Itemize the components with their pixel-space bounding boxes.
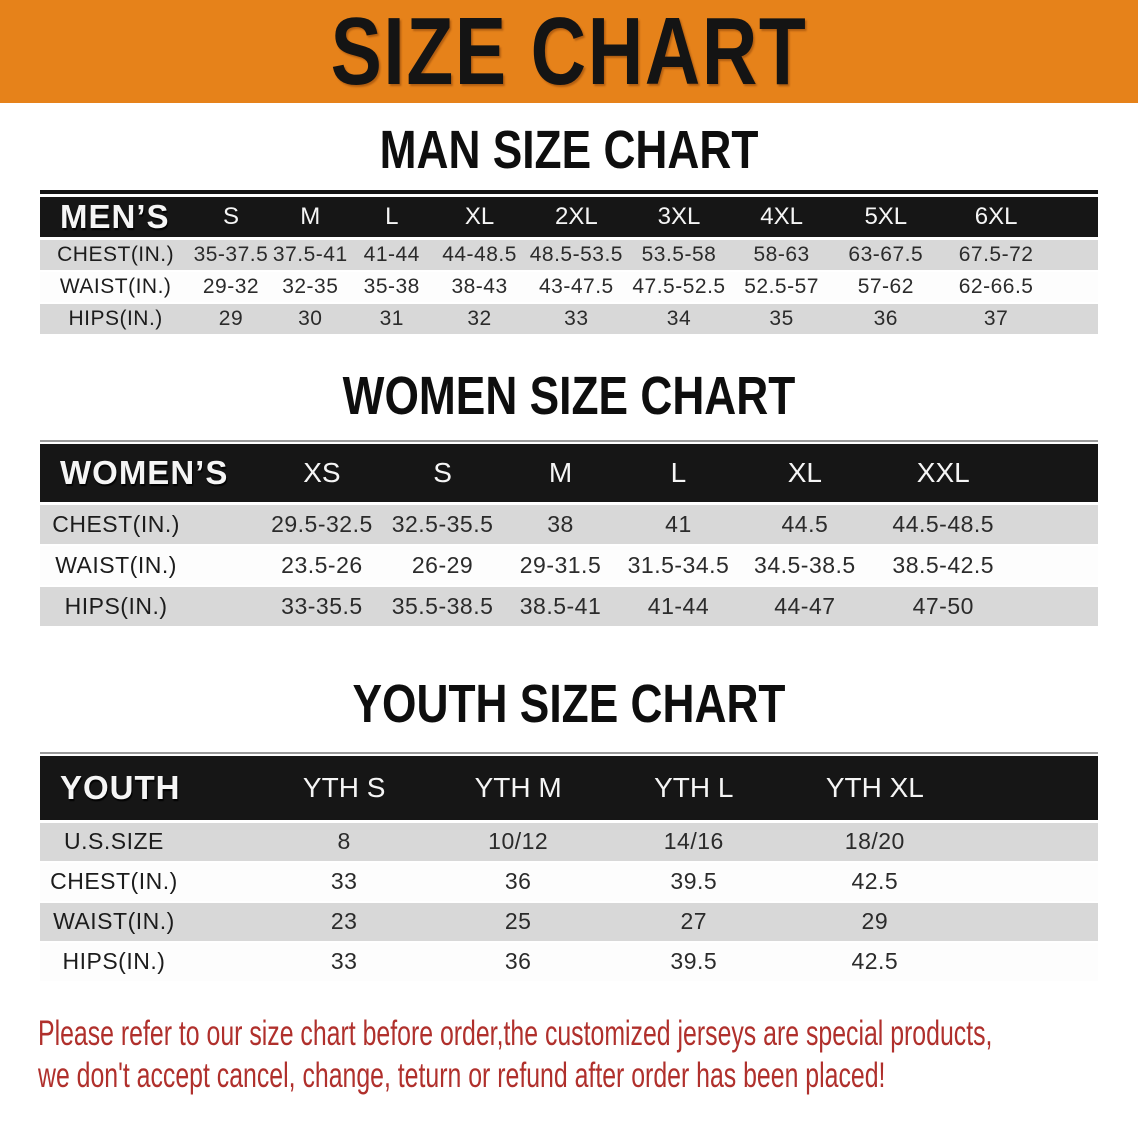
value-cell: 29 [191, 303, 270, 335]
size-header-cell: XL [434, 197, 526, 239]
size-header-cell: YTH XL [783, 756, 1098, 822]
row-label-cell: CHEST(IN.) [40, 504, 261, 545]
youth-size-table-wrap [40, 752, 1098, 983]
value-cell: 23.5-26 [261, 545, 383, 586]
measurement-row [40, 271, 1098, 303]
value-cell: 52.5-57 [731, 271, 833, 303]
measurement-row [40, 586, 1098, 627]
table-title-cell: WOMEN’S [40, 444, 261, 504]
table-title-cell: YOUTH [40, 756, 257, 822]
value-cell: 32-35 [271, 271, 350, 303]
row-label-cell: HIPS(IN.) [40, 586, 261, 627]
value-cell: 62-66.5 [939, 271, 1098, 303]
value-cell: 29-32 [191, 271, 270, 303]
value-cell: 36 [431, 942, 605, 982]
value-cell: 36 [431, 862, 605, 902]
value-cell: 35-37.5 [191, 239, 270, 271]
value-cell: 25 [431, 902, 605, 942]
value-cell: 41-44 [350, 239, 434, 271]
row-label-cell: U.S.SIZE [40, 822, 257, 862]
value-cell: 44.5 [738, 504, 871, 545]
banner [0, 0, 1138, 103]
size-header-cell: 4XL [731, 197, 833, 239]
value-cell: 14/16 [605, 822, 783, 862]
value-cell: 53.5-58 [627, 239, 731, 271]
value-cell: 47-50 [872, 586, 1098, 627]
value-cell: 27 [605, 902, 783, 942]
size-header-cell: XXL [872, 444, 1098, 504]
value-cell: 58-63 [731, 239, 833, 271]
men-table-top-rule [40, 190, 1098, 194]
value-cell: 44-48.5 [434, 239, 526, 271]
size-header-row [40, 197, 1098, 239]
men-size-table [40, 197, 1098, 336]
size-header-cell: M [271, 197, 350, 239]
value-cell: 33 [257, 942, 432, 982]
women-table-top-rule [40, 440, 1098, 442]
value-cell: 38.5-41 [502, 586, 618, 627]
value-cell: 36 [832, 303, 939, 335]
youth-section-heading-text: YOUTH SIZE CHART [352, 673, 786, 734]
value-cell: 35 [731, 303, 833, 335]
size-header-cell: 6XL [939, 197, 1098, 239]
value-cell: 32 [434, 303, 526, 335]
row-label-cell: CHEST(IN.) [40, 862, 257, 902]
value-cell: 29.5-32.5 [261, 504, 383, 545]
value-cell: 57-62 [832, 271, 939, 303]
value-cell: 39.5 [605, 862, 783, 902]
value-cell: 38 [502, 504, 618, 545]
row-label-cell: HIPS(IN.) [40, 303, 191, 335]
size-header-cell: YTH M [431, 756, 605, 822]
value-cell: 44-47 [738, 586, 871, 627]
size-header-cell: 3XL [627, 197, 731, 239]
value-cell: 10/12 [431, 822, 605, 862]
size-header-cell: S [191, 197, 270, 239]
women-section-heading-text: WOMEN SIZE CHART [342, 365, 796, 426]
value-cell: 34.5-38.5 [738, 545, 871, 586]
value-cell: 29-31.5 [502, 545, 618, 586]
value-cell: 67.5-72 [939, 239, 1098, 271]
measurement-row [40, 504, 1098, 545]
size-header-cell: YTH L [605, 756, 783, 822]
size-header-cell: 5XL [832, 197, 939, 239]
value-cell: 18/20 [783, 822, 1098, 862]
value-cell: 29 [783, 902, 1098, 942]
value-cell: 8 [257, 822, 432, 862]
men-section-heading-text: MAN SIZE CHART [379, 120, 759, 180]
women-section [0, 365, 1138, 628]
value-cell: 30 [271, 303, 350, 335]
measurement-row [40, 545, 1098, 586]
value-cell: 33 [526, 303, 628, 335]
youth-table-top-rule [40, 752, 1098, 754]
value-cell: 37.5-41 [271, 239, 350, 271]
measurement-row [40, 239, 1098, 271]
order-notice [38, 1013, 1100, 1097]
value-cell: 33-35.5 [261, 586, 383, 627]
value-cell: 47.5-52.5 [627, 271, 731, 303]
value-cell: 44.5-48.5 [872, 504, 1098, 545]
size-header-cell: YTH S [257, 756, 432, 822]
measurement-row [40, 822, 1098, 862]
value-cell: 38.5-42.5 [872, 545, 1098, 586]
size-header-row [40, 444, 1098, 504]
value-cell: 39.5 [605, 942, 783, 982]
value-cell: 23 [257, 902, 432, 942]
size-header-cell: XS [261, 444, 383, 504]
value-cell: 26-29 [383, 545, 503, 586]
women-size-table [40, 444, 1098, 628]
row-label-cell: WAIST(IN.) [40, 271, 191, 303]
order-notice-line-1: Please refer to our size chart before order,the customized jerseys are special products, [38, 1013, 993, 1053]
row-label-cell: HIPS(IN.) [40, 942, 257, 982]
measurement-row [40, 303, 1098, 335]
women-size-table-wrap [40, 440, 1098, 628]
value-cell: 41-44 [619, 586, 739, 627]
value-cell: 31.5-34.5 [619, 545, 739, 586]
men-section [0, 120, 1138, 336]
size-header-cell: L [350, 197, 434, 239]
size-header-cell: S [383, 444, 503, 504]
row-label-cell: CHEST(IN.) [40, 239, 191, 271]
measurement-row [40, 862, 1098, 902]
size-header-cell: 2XL [526, 197, 628, 239]
men-section-heading [0, 120, 1138, 180]
youth-section [0, 673, 1138, 983]
value-cell: 32.5-35.5 [383, 504, 503, 545]
measurement-row [40, 902, 1098, 942]
value-cell: 34 [627, 303, 731, 335]
value-cell: 37 [939, 303, 1098, 335]
value-cell: 38-43 [434, 271, 526, 303]
value-cell: 43-47.5 [526, 271, 628, 303]
value-cell: 42.5 [783, 862, 1098, 902]
size-header-cell: L [619, 444, 739, 504]
value-cell: 33 [257, 862, 432, 902]
youth-size-table [40, 756, 1098, 983]
order-notice-line-2: we don't accept cancel, change, teturn or refund after order has been placed! [38, 1055, 886, 1095]
value-cell: 41 [619, 504, 739, 545]
row-label-cell: WAIST(IN.) [40, 545, 261, 586]
table-title-cell: MEN’S [40, 197, 191, 239]
row-label-cell: WAIST(IN.) [40, 902, 257, 942]
size-header-cell: XL [738, 444, 871, 504]
size-header-cell: M [502, 444, 618, 504]
men-size-table-wrap [40, 190, 1098, 336]
value-cell: 35.5-38.5 [383, 586, 503, 627]
value-cell: 63-67.5 [832, 239, 939, 271]
value-cell: 35-38 [350, 271, 434, 303]
youth-section-heading [0, 673, 1138, 734]
women-section-heading [0, 365, 1138, 426]
value-cell: 31 [350, 303, 434, 335]
size-header-row [40, 756, 1098, 822]
value-cell: 42.5 [783, 942, 1098, 982]
value-cell: 48.5-53.5 [526, 239, 628, 271]
measurement-row [40, 942, 1098, 982]
banner-title: SIZE CHART [330, 0, 808, 105]
